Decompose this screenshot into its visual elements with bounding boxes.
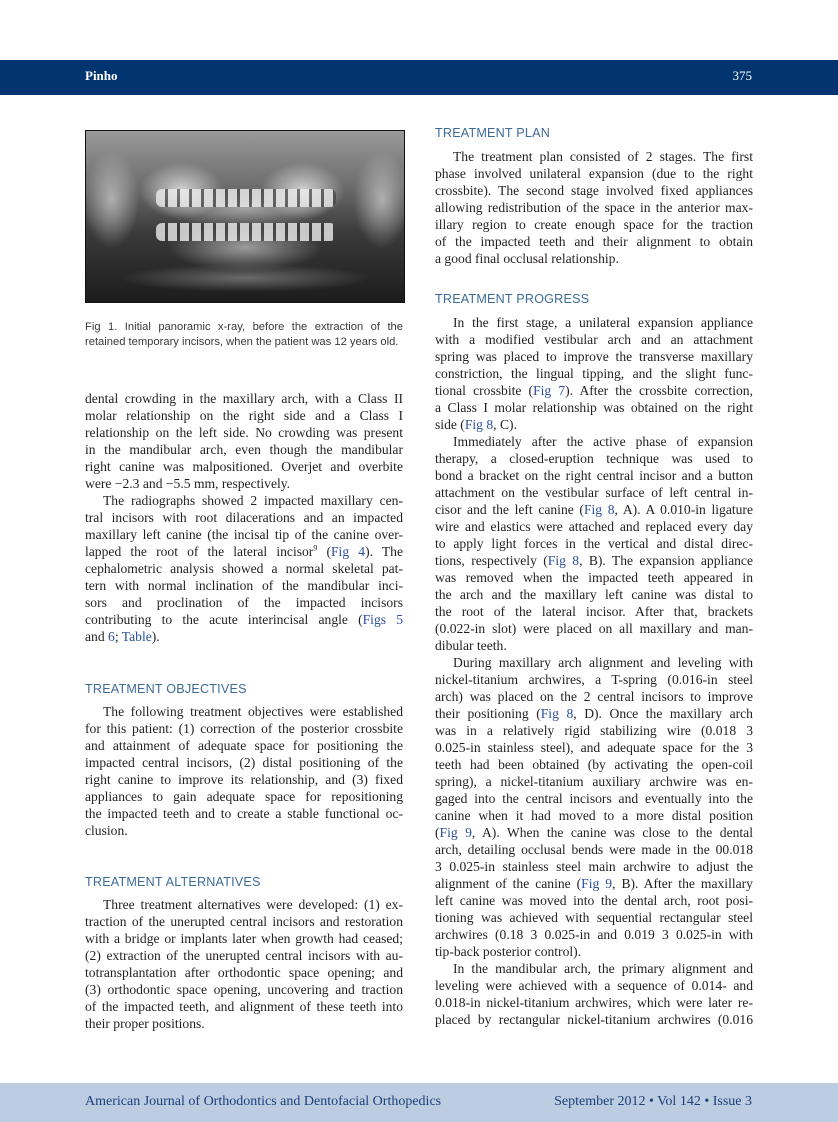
issue-info: September 2012 • Vol 142 • Issue 3 [554, 1094, 752, 1109]
text-line: tern with normal inclination of the mandibular inci- [85, 578, 403, 593]
text-line: gaged into the central incisors and eventually into the [435, 791, 753, 806]
text-line [435, 416, 753, 433]
treatment-alternatives-body [85, 896, 403, 1032]
text-line: The following treatment objectives were established [103, 704, 403, 719]
text-fragment: , D). Once the maxillary arch [573, 706, 753, 721]
text-line: therapy, a closed-eruption technique was used to [435, 451, 753, 466]
text-fragment: , A). When the canine was close to the dental [471, 825, 753, 840]
text-line: was removed when the impacted teeth appeared in [435, 570, 753, 585]
text-line: impacted central incisors, (2) distal positioning of the [85, 755, 403, 770]
text-line: archwires (0.18 3 0.025-in and 0.019 3 0.025-in with [435, 927, 753, 942]
text-line: was in a relatively rigid stabilizing wire (0.018 3 [435, 723, 753, 738]
text-line: with a modified vestibular arch and an attachment [435, 332, 753, 347]
text-line: spring), a nickel-titanium auxiliary archwire was en- [435, 774, 753, 789]
text-fragment: , C). [493, 417, 517, 432]
text-line [435, 501, 753, 518]
text-line: (3) orthodontic space opening, uncovering and traction [85, 982, 403, 997]
text-line: maxillary left canine (the incisal tip of the canine over- [85, 527, 403, 542]
text-line: traction of the unerupted central incisors and restoration [85, 914, 403, 929]
panoramic-xray-image [85, 130, 405, 303]
text-line: teeth had been obtained (by activating the open-coil [435, 757, 753, 772]
text-line: 3 0.025-in stainless steel main archwire to adjust the [435, 859, 753, 874]
text-line: tioning was achieved with sequential rectangular steel [435, 910, 753, 925]
text-line: In the mandibular arch, the primary alignment and [453, 961, 753, 976]
text-line: arch, detailing occlusal bends were made in the 00.018 [435, 842, 753, 857]
text-line: were −2.3 and −5.5 mm, respectively. [85, 476, 291, 491]
text-line: The treatment plan consisted of 2 stages. The first [453, 149, 753, 164]
text-line: wire and elastics were attached and replaced every day [435, 519, 753, 534]
text-line [435, 875, 753, 892]
text-line [85, 543, 403, 560]
text-line: phase involved unilateral expansion (due to the right [435, 166, 753, 181]
text-fragment: ( [435, 825, 440, 840]
treatment-progress-body [435, 314, 753, 1028]
heading-treatment-plan: TREATMENT PLAN [435, 126, 550, 140]
text-fragment: , B). After the maxillary [612, 876, 753, 891]
text-line: attachment on the vestibular surface of left central in- [435, 485, 753, 500]
text-line: arch) was placed on the 2 central incisors to improve [435, 689, 753, 704]
text-line: for this patient: (1) correction of the posterior crossbite [85, 721, 403, 736]
fig8a-link[interactable]: Fig 8 [583, 502, 615, 517]
text-line: sors and proclination of the impacted incisors [85, 595, 403, 610]
left-column-intro [85, 390, 403, 645]
text-line: leveling were achieved with a sequence of 0.014- and [435, 978, 753, 993]
running-footer [0, 1083, 838, 1122]
text-line: to apply light forces in the vertical and distal direc- [435, 536, 753, 551]
text-line [85, 611, 403, 628]
text-line: placed by rectangular nickel-titanium archwires (0.016 [435, 1012, 753, 1027]
text-fragment: and [85, 629, 109, 644]
text-line: right canine was malpositioned. Overjet and overbite [85, 459, 403, 474]
text-fragment: ). [151, 629, 160, 644]
text-line [435, 552, 753, 569]
text-line: (2) extraction of the unerupted central incisors with au- [85, 948, 403, 963]
text-line: a good final occlusal relationship. [435, 251, 619, 266]
running-header [0, 60, 838, 95]
fig9a-link[interactable]: Fig 9 [439, 825, 472, 840]
text-line: 0.018-in nickel-titanium archwires, which were later re- [435, 995, 753, 1010]
text-line: Three treatment alternatives were developed: (1) ex- [103, 897, 403, 912]
text-fragment: tional crossbite ( [435, 383, 534, 398]
fig6-link[interactable]: 6 [108, 629, 115, 644]
text-line: tral incisors with root dilacerations and an impacted [85, 510, 403, 525]
text-line: molar relationship on the right side and a Class I [85, 408, 403, 423]
treatment-plan-body [435, 148, 753, 267]
text-line: In the first stage, a unilateral expansion appliance [453, 315, 753, 330]
text-fragment: lapped the root of the lateral incisor [85, 544, 314, 559]
text-line: allowing redistribution of the space in the anterior max- [435, 200, 753, 215]
text-line [435, 382, 753, 399]
text-line: constriction, the lingual tipping, and the slight func- [435, 366, 753, 381]
text-line [85, 628, 403, 645]
text-fragment: ). After the crossbite correction, [565, 383, 753, 398]
text-fragment: alignment of the canine ( [435, 876, 582, 891]
text-line: spring was placed to improve the transverse maxillary [435, 349, 753, 364]
text-line: the root of the lateral incisor. After that, brackets [435, 604, 753, 619]
page-number: 375 [732, 68, 752, 83]
text-line: bond a bracket on the right central incisor and a button [435, 468, 753, 483]
heading-treatment-objectives: TREATMENT OBJECTIVES [85, 682, 247, 696]
figs5-link[interactable]: Figs 5 [362, 612, 403, 627]
text-line: nickel-titanium archwires, a T-spring (0.016-in steel [435, 672, 753, 687]
running-header-author: Pinho [85, 68, 118, 83]
text-line: of the impacted teeth and their alignment to obtain [435, 234, 753, 249]
text-line: Immediately after the active phase of expansion [453, 434, 753, 449]
text-line: During maxillary arch alignment and leveling with [453, 655, 753, 670]
text-fragment: ). The [365, 544, 403, 559]
fig9b-link[interactable]: Fig 9 [581, 876, 613, 891]
fig8b-link[interactable]: Fig 8 [547, 553, 580, 568]
text-fragment: ; [114, 629, 122, 644]
treatment-objectives-body [85, 703, 403, 839]
text-fragment: , B). The expansion appliance [579, 553, 753, 568]
text-line: totransplantation after orthodontic space opening; and [85, 965, 403, 980]
text-fragment: cisor and the left canine ( [435, 502, 584, 517]
text-line: the arch and the maxillary left canine was distal to [435, 587, 753, 602]
fig7-link[interactable]: Fig 7 [533, 383, 566, 398]
text-line [435, 705, 753, 722]
heading-treatment-progress: TREATMENT PROGRESS [435, 292, 590, 306]
text-line: clusion. [85, 823, 128, 838]
text-line: illary region to create enough space for the traction [435, 217, 753, 232]
text-fragment: side ( [435, 417, 465, 432]
text-line [435, 824, 753, 841]
text-line: with a bridge or implants later when growth had ceased; [85, 931, 403, 946]
table-link[interactable]: Table [121, 629, 152, 644]
fig8-link[interactable]: Fig 8 [464, 417, 494, 432]
text-line: 0.025-in stainless steel), and adequate space for the 3 [435, 740, 753, 755]
text-line: (0.022-in slot) were placed on all maxillary and man- [435, 621, 753, 636]
figure-caption: Fig 1. Initial panoramic x-ray, before the extraction of the retained temporary incisors, when the patient was 12 years old. [85, 321, 403, 348]
text-line: dental crowding in the maxillary arch, with a Class II [85, 391, 403, 406]
lower-teeth-shape [156, 223, 336, 241]
text-fragment: ( [317, 544, 331, 559]
upper-teeth-shape [156, 189, 336, 207]
journal-name: American Journal of Orthodontics and Dentofacial Orthopedics [85, 1094, 442, 1109]
text-line: their proper positions. [85, 1016, 205, 1031]
text-fragment: contributing to the acute interincisal angle ( [85, 612, 363, 627]
text-line: left canine was moved into the dental arch, root posi- [435, 893, 753, 908]
text-line: right canine to improve its relationship, and (3) fixed [85, 772, 403, 787]
text-fragment: their positioning ( [435, 706, 541, 721]
text-fragment: , A). A 0.010-in ligature [614, 502, 753, 517]
text-line: tip-back posterior control). [435, 944, 582, 959]
text-line: canine when it had moved to a more distal position [435, 808, 753, 823]
text-line: the impacted teeth and to create a stable functional oc- [85, 806, 403, 821]
citation-superscript[interactable]: 9 [313, 543, 318, 553]
text-line: appliances to gain adequate space for repositioning [85, 789, 403, 804]
fig4-link[interactable]: Fig 4 [331, 544, 366, 559]
text-line: in the mandibular arch, even though the mandibular [85, 442, 403, 457]
text-line: a Class I molar relationship was obtained on the right [435, 400, 753, 415]
text-line: of the impacted teeth, and alignment of these teeth into [85, 999, 403, 1014]
fig8d-link[interactable]: Fig 8 [540, 706, 574, 721]
text-fragment: tions, respectively ( [435, 553, 548, 568]
heading-treatment-alternatives: TREATMENT ALTERNATIVES [85, 875, 261, 889]
text-line: The radiographs showed 2 impacted maxillary cen- [103, 493, 403, 508]
text-line: dibular teeth. [435, 638, 507, 653]
text-line: cephalometric analysis showed a normal skeletal pat- [85, 561, 403, 576]
text-line: and attainment of adequate space for positioning the [85, 738, 403, 753]
text-line: relationship on the left side. No crowding was present [85, 425, 403, 440]
text-line: crossbite). The second stage involved fixed appliances [435, 183, 753, 198]
